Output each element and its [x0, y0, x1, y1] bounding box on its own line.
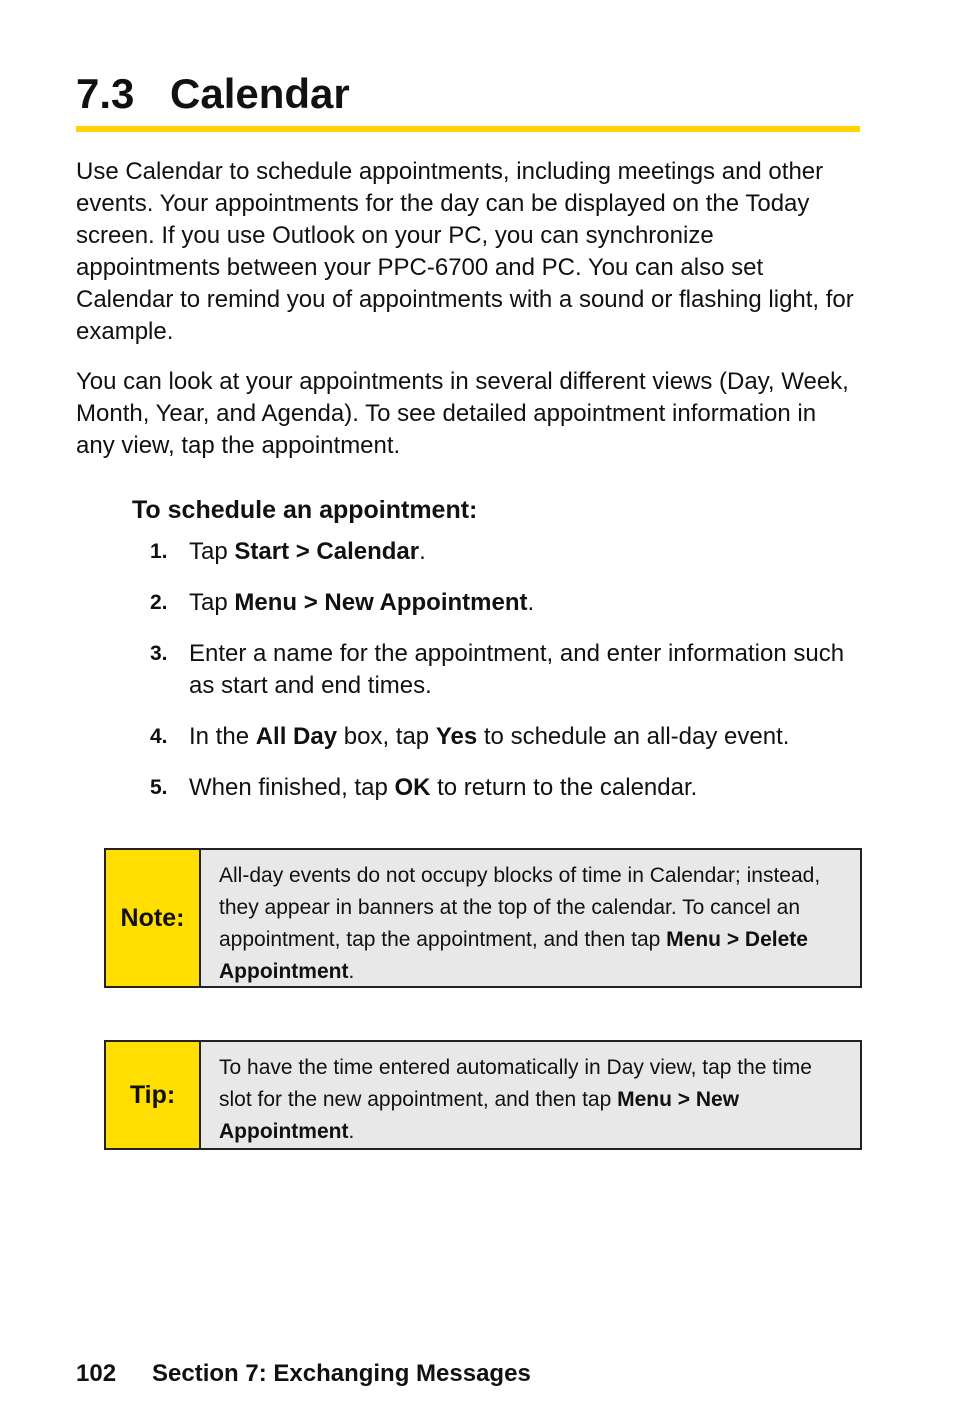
step-text: Enter a name for the appointment, and enter information such as start and end times.	[189, 640, 845, 699]
tip-text: To have the time entered automatically in Day view, tap the time slot for the new appointment, and then tap	[219, 1056, 812, 1111]
step-number: 1.	[150, 540, 168, 563]
note-content	[201, 850, 860, 986]
step-text: In the	[189, 723, 256, 750]
note-command: Menu > Delete Appointment	[219, 928, 808, 983]
step-number: 5.	[150, 776, 168, 799]
step-2	[150, 587, 860, 619]
step-3	[150, 638, 860, 702]
step-1	[150, 536, 860, 568]
section-number: 7.3	[76, 70, 135, 117]
step-text: to schedule an all-day event.	[477, 723, 790, 750]
note-label: Note:	[106, 850, 201, 986]
step-4	[150, 721, 860, 753]
procedure-steps	[150, 536, 860, 823]
note-text: .	[348, 960, 355, 983]
note-text: All-day events do not occupy blocks of time in Calendar; instead, they appear in banners at the top of the calendar. To cancel an appointment, tap the appointment, and then tap	[219, 864, 821, 951]
footer-section: Section 7: Exchanging Messages	[152, 1360, 531, 1387]
tip-box	[104, 1040, 862, 1150]
note-box	[104, 848, 862, 988]
step-text: Tap	[189, 538, 235, 565]
page-number: 102	[76, 1360, 117, 1387]
step-text: to return to the calendar.	[430, 774, 698, 801]
step-text: Tap	[189, 589, 235, 616]
step-command: Start > Calendar	[234, 538, 420, 565]
tip-content	[201, 1042, 860, 1148]
intro-paragraph: Use Calendar to schedule appointments, including meetings and other events. Your appointments for the day can be displayed on the Today screen. If you use Outlook on your PC, you can synchronize appointments between your PPC-6700 and PC. You can also set Calendar to remind you of appointments with a sound or flashing light, for example.	[76, 158, 854, 345]
title-underline	[76, 126, 860, 132]
tip-command: Menu > New Appointment	[219, 1088, 740, 1143]
step-command: Menu > New Appointment	[234, 589, 528, 616]
step-5	[150, 772, 860, 804]
step-command: All Day	[255, 723, 338, 750]
section-title-text: Calendar	[170, 70, 350, 117]
step-text: .	[527, 589, 535, 616]
step-number: 2.	[150, 591, 168, 614]
tip-text: .	[348, 1120, 355, 1143]
step-number: 3.	[150, 642, 168, 665]
section-title	[76, 66, 350, 122]
page-footer	[76, 1356, 531, 1392]
step-text: When finished, tap	[189, 774, 395, 801]
step-number: 4.	[150, 725, 168, 748]
procedure-heading: To schedule an appointment:	[132, 496, 478, 524]
step-command: Yes	[435, 723, 478, 750]
tip-label: Tip:	[106, 1042, 201, 1148]
views-paragraph: You can look at your appointments in several different views (Day, Week, Month, Year, and Agenda). To see detailed appointment information in any view, tap the appointment.	[76, 368, 849, 459]
step-text: .	[419, 538, 426, 565]
step-text: box, tap	[337, 723, 436, 750]
step-command: OK	[394, 774, 431, 801]
